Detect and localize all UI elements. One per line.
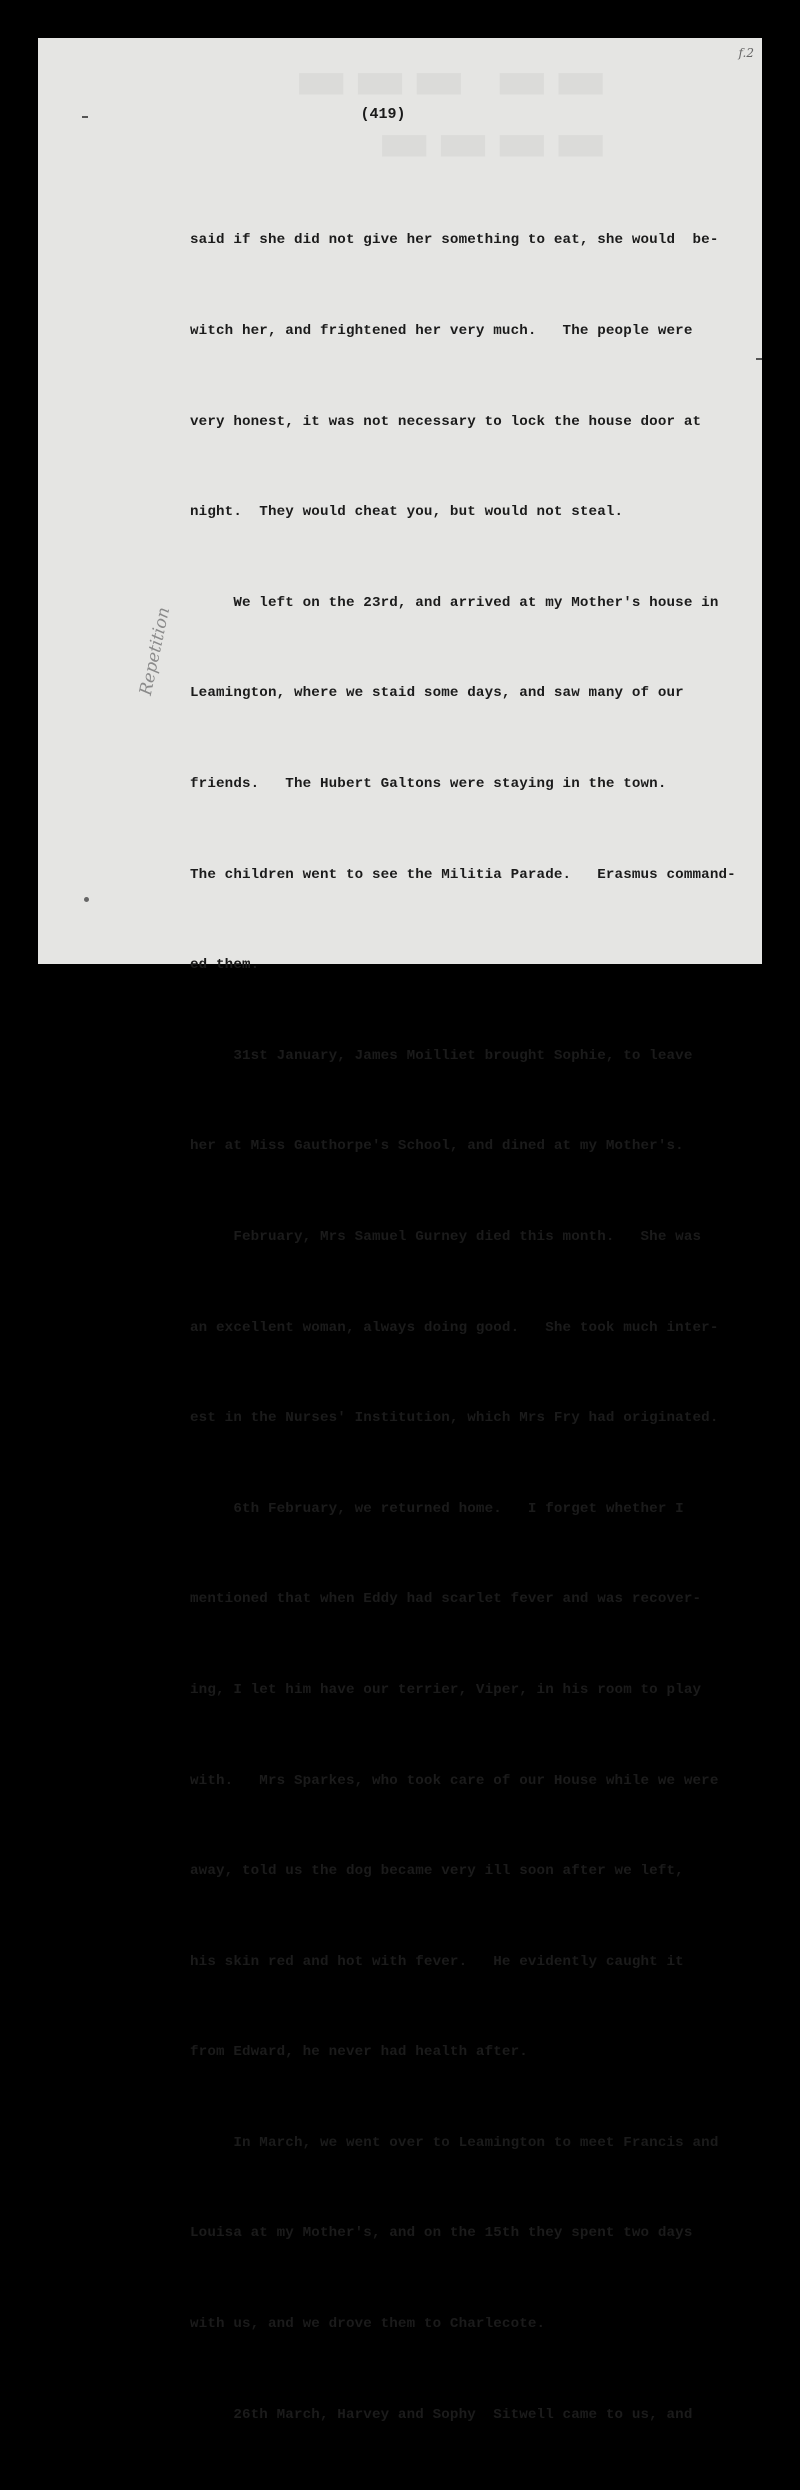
text-line: ing, I let him have our terrier, Viper, in his room to play bbox=[190, 1681, 702, 1698]
margin-annotation: Repetition bbox=[136, 605, 175, 698]
text-line: ed them. bbox=[190, 957, 260, 974]
text-line: We left on the 23rd, and arrived at my Mother's house in bbox=[190, 594, 719, 611]
text-line: with us, and we drove them to Charlecote. bbox=[190, 2316, 546, 2333]
document-page bbox=[38, 38, 762, 2423]
text-line: from Edward, he never had health after. bbox=[190, 2044, 528, 2061]
text-line: with. Mrs Sparkes, who took care of our House while we were bbox=[190, 1772, 719, 1789]
page-number: (419) bbox=[360, 106, 406, 123]
text-line: In March, we went over to Leamington to meet Francis and bbox=[190, 2134, 719, 2151]
text-line: away, told us the dog became very ill soon after we left, bbox=[190, 1863, 684, 1880]
text-line: said if she did not give her something to eat, she would be- bbox=[190, 232, 719, 249]
text-line: very honest, it was not necessary to lock the house door at bbox=[190, 413, 702, 430]
typed-text-body bbox=[190, 165, 762, 2490]
text-line: an excellent woman, always doing good. She took much inter- bbox=[190, 1319, 719, 1336]
text-line: friends. The Hubert Galtons were staying in the town. bbox=[190, 775, 667, 792]
text-line: witch her, and frightened her very much. The people were bbox=[190, 323, 693, 339]
text-line: her at Miss Gauthorpe's School, and dined at my Mother's. bbox=[190, 1138, 684, 1155]
text-line: February, Mrs Samuel Gurney died this month. She was bbox=[190, 1228, 702, 1245]
folio-mark: f.2 bbox=[738, 46, 754, 60]
text-line: Leamington, where we staid some days, and saw many of our bbox=[190, 685, 684, 702]
text-line: 6th February, we returned home. I forget whether I bbox=[190, 1500, 684, 1517]
text-line: est in the Nurses' Institution, which Mrs Fry had originated. bbox=[190, 1410, 719, 1427]
text-line: Louisa at my Mother's, and on the 15th they spent two days bbox=[190, 2225, 693, 2242]
text-line: 26th March, Harvey and Sophy Sitwell came to us, and bbox=[190, 2406, 693, 2423]
text-line: 31st January, James Moilliet brought Sophie, to leave bbox=[190, 1047, 693, 1064]
text-line: mentioned that when Eddy had scarlet fever and was recover- bbox=[190, 1591, 702, 1608]
text-line: The children went to see the Militia Parade. Erasmus command- bbox=[190, 866, 736, 883]
left-margin-mark bbox=[82, 116, 88, 118]
text-line: his skin red and hot with fever. He evidently caught it bbox=[190, 1953, 684, 1970]
left-margin-dot bbox=[84, 897, 89, 902]
text-line: night. They would cheat you, but would not steal. bbox=[190, 504, 624, 521]
